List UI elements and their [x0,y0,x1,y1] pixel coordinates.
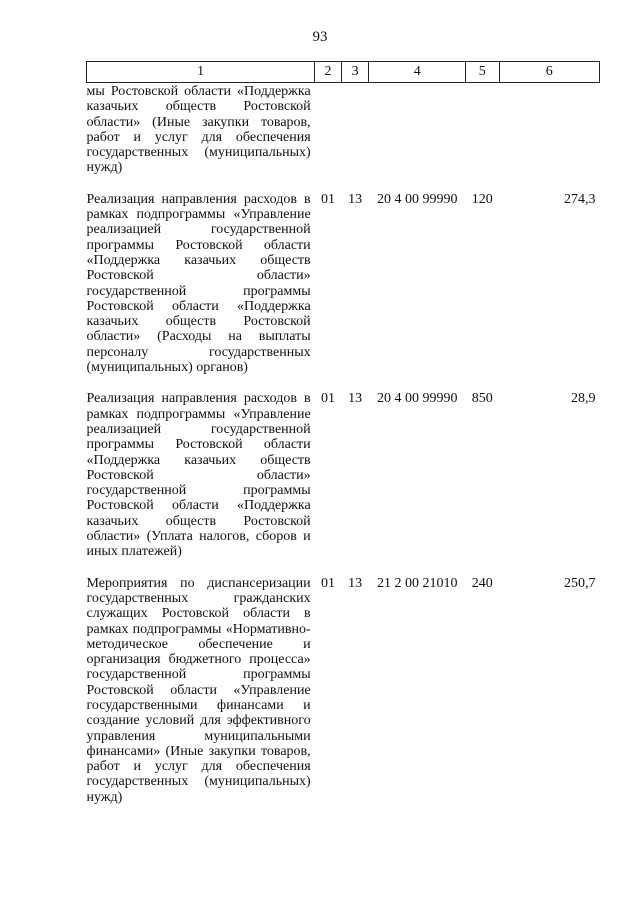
row-amount: 28,9 [571,391,596,407]
table-row [87,83,600,190]
row-target-code [369,83,465,190]
row-target-code: 20 4 00 99990 [376,391,458,407]
column-header-6: 6 [499,62,599,83]
table-row [87,574,600,819]
row-description: мы Ростовской области «Поддержка казачьих обществ Ростовской области» (Иные закупки товаров, работ и услуг для обеспечения государственных (муниципальных) нужд) [86,84,311,176]
column-header-1: 1 [87,62,315,83]
row-expense-type: 240 [471,575,493,591]
table-row [87,190,600,390]
row-target-code: 21 2 00 21010 [376,575,458,591]
column-header-5: 5 [465,62,499,83]
row-section [315,83,342,190]
row-section: 01 [320,191,335,207]
row-section: 01 [320,391,335,407]
page-number: 93 [312,29,328,45]
row-amount: 274,3 [564,191,596,207]
row-section: 01 [320,575,335,591]
row-expense-type: 120 [471,191,493,207]
row-subsection: 13 [348,191,363,207]
table-header [87,62,600,83]
column-header-3: 3 [341,62,369,83]
row-description: Реализация направления расходов в рамках подпрограммы «Управление реализацией государственной программы Ростовской области «Поддержка казачьих обществ Ростовской области» государственной программы Ростовской области «Поддержка казачьих обществ Ростовской области» (Расходы на выплаты персоналу государственных (муниципальных) органов) [86,191,311,376]
budget-table [86,61,600,819]
table-row [87,389,600,573]
row-description: Мероприятия по диспансеризации государственных гражданских служащих Ростовской области в рамках подпрограммы «Нормативно-методическое обеспечение и организация бюджетного процесса» государственной программы Ростовской области «Управление государственными финансами и создание условий для эффективного управления муниципальными финансами» (Иные закупки товаров, работ и услуг для обеспечения государственных (муниципальных) нужд) [86,575,311,805]
row-expense-type [465,83,499,190]
table-body [87,83,600,820]
column-header-2: 2 [315,62,342,83]
row-amount: 250,7 [564,575,596,591]
row-description: Реализация направления расходов в рамках подпрограммы «Управление реализацией государственной программы Ростовской области «Поддержка казачьих обществ Ростовской области» государственной программы Ростовской области «Поддержка казачьих обществ Ростовской области» (Уплата налогов, сборов и иных платежей) [86,391,311,560]
row-expense-type: 850 [471,391,493,407]
header-row [87,62,600,83]
row-subsection: 13 [348,391,363,407]
row-subsection [341,83,369,190]
column-header-4: 4 [369,62,465,83]
row-subsection: 13 [348,575,363,591]
row-amount [499,83,599,190]
row-target-code: 20 4 00 99990 [376,191,458,207]
